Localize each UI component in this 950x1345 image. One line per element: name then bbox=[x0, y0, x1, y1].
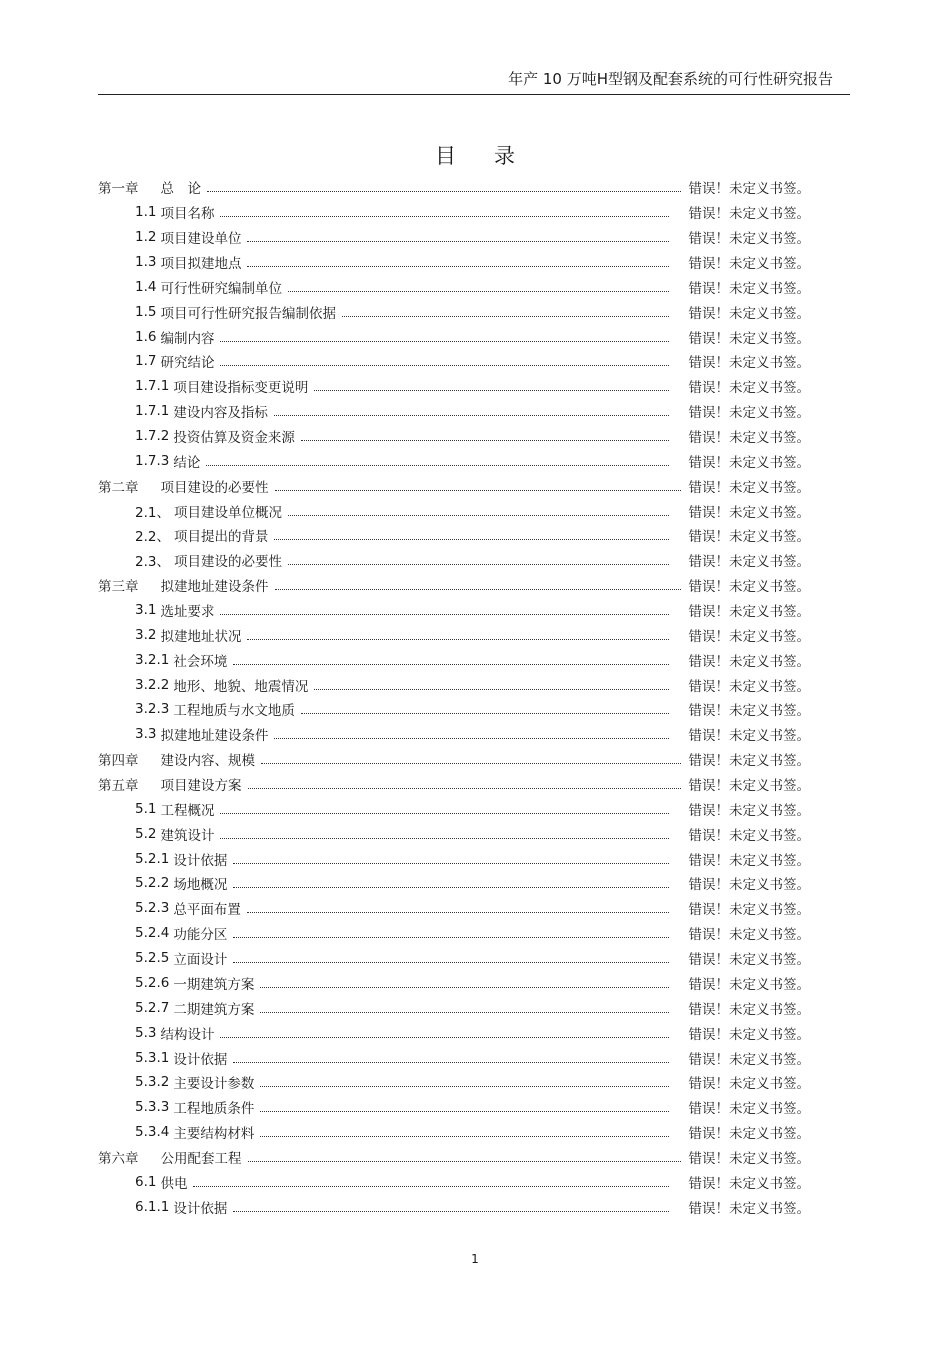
toc-section-entry[interactable] bbox=[98, 399, 810, 424]
toc-dot-leader bbox=[193, 1185, 668, 1187]
toc-entry-page-ref: 错误！未定义书签。 bbox=[688, 1051, 810, 1068]
toc-entry-page-ref: 错误！未定义书签。 bbox=[688, 579, 810, 596]
toc-entry-page-ref: 错误！未定义书签。 bbox=[688, 852, 810, 869]
toc-entry-number: 1.7.1 bbox=[135, 403, 170, 420]
page-number: 1 bbox=[471, 1252, 479, 1266]
toc-dot-leader bbox=[220, 1036, 668, 1038]
toc-section-entry[interactable] bbox=[98, 1169, 810, 1194]
toc-entry-label: 总 论 bbox=[160, 181, 201, 198]
toc-section-entry[interactable] bbox=[98, 796, 810, 821]
toc-section-entry[interactable] bbox=[98, 946, 810, 971]
toc-entry-number: 6.1 bbox=[135, 1173, 157, 1190]
toc-entry-label: 一期建筑方案 bbox=[173, 976, 255, 993]
toc-entry-page-ref: 错误！未定义书签。 bbox=[688, 1101, 810, 1118]
toc-entry-label: 立面设计 bbox=[173, 952, 228, 969]
toc-entry-label: 拟建地址建设条件 bbox=[160, 728, 269, 745]
toc-dot-leader bbox=[260, 1110, 668, 1112]
toc-section-entry[interactable] bbox=[98, 821, 810, 846]
toc-entry-number: 3.1 bbox=[135, 602, 157, 619]
toc-entry-label: 功能分区 bbox=[173, 927, 228, 944]
toc-dot-leader bbox=[260, 1011, 668, 1013]
toc-section-entry[interactable] bbox=[98, 622, 810, 647]
toc-dot-leader bbox=[220, 613, 668, 615]
toc-section-entry[interactable] bbox=[98, 349, 810, 374]
toc-entry-page-ref: 错误！未定义书签。 bbox=[688, 504, 810, 521]
toc-entry-page-ref: 错误！未定义书签。 bbox=[688, 952, 810, 969]
toc-dot-leader bbox=[233, 936, 668, 938]
toc-entry-label: 社会环境 bbox=[173, 653, 228, 670]
toc-section-entry[interactable] bbox=[98, 871, 810, 896]
toc-entry-page-ref: 错误！未定义书签。 bbox=[688, 430, 810, 447]
toc-entry-label: 建设内容、规模 bbox=[160, 753, 255, 770]
toc-entry-number: 5.2.3 bbox=[135, 900, 170, 917]
toc-entry-label: 工程地质条件 bbox=[173, 1101, 255, 1118]
toc-entry-number: 3.2 bbox=[135, 626, 157, 643]
toc-entry-number: 2.1、 bbox=[135, 504, 170, 521]
toc-chapter-entry[interactable] bbox=[98, 473, 810, 498]
toc-dot-leader bbox=[314, 688, 668, 690]
toc-entry-number: 1.4 bbox=[135, 278, 157, 295]
toc-dot-leader bbox=[247, 240, 668, 242]
toc-dot-leader bbox=[275, 588, 681, 590]
toc-entry-number: 第五章 bbox=[98, 778, 139, 795]
toc-section-entry[interactable] bbox=[98, 1095, 810, 1120]
toc-entry-page-ref: 错误！未定义书签。 bbox=[688, 231, 810, 248]
toc-entry-label: 供电 bbox=[160, 1175, 188, 1192]
toc-entry-number: 第六章 bbox=[98, 1150, 139, 1167]
toc-entry-label: 工程地质与水文地质 bbox=[173, 703, 295, 720]
toc-dot-leader bbox=[233, 1061, 668, 1063]
toc-entry-label: 项目提出的背景 bbox=[173, 529, 269, 546]
toc-entry-number: 5.2.6 bbox=[135, 974, 170, 991]
toc-chapter-entry[interactable] bbox=[98, 772, 810, 797]
toc-entry-number: 3.2.1 bbox=[135, 651, 170, 668]
toc-section-entry[interactable] bbox=[98, 722, 810, 747]
toc-section-entry[interactable] bbox=[98, 274, 810, 299]
toc-entry-number: 5.2.7 bbox=[135, 999, 170, 1016]
toc-section-entry[interactable] bbox=[98, 250, 810, 275]
toc-entry-label: 拟建地址状况 bbox=[160, 628, 242, 645]
toc-chapter-entry[interactable] bbox=[98, 573, 810, 598]
toc-section-entry[interactable] bbox=[98, 697, 810, 722]
toc-section-entry[interactable] bbox=[98, 374, 810, 399]
toc-entry-label: 工程概况 bbox=[160, 802, 215, 819]
toc-entry-number: 5.2.4 bbox=[135, 925, 170, 942]
toc-entry-label: 项目名称 bbox=[160, 206, 215, 223]
toc-entry-number: 5.3.1 bbox=[135, 1049, 170, 1066]
toc-entry-number: 5.2 bbox=[135, 825, 157, 842]
toc-section-entry[interactable] bbox=[98, 921, 810, 946]
toc-entry-page-ref: 错误！未定义书签。 bbox=[688, 554, 810, 571]
toc-entry-page-ref: 错误！未定义书签。 bbox=[688, 1175, 810, 1192]
toc-entry-page-ref: 错误！未定义书签。 bbox=[688, 827, 810, 844]
toc-section-entry[interactable] bbox=[98, 896, 810, 921]
toc-entry-number: 2.2、 bbox=[135, 529, 170, 546]
toc-section-entry[interactable] bbox=[98, 498, 810, 523]
toc-entry-number: 1.6 bbox=[135, 328, 157, 345]
toc-entry-label: 设计依据 bbox=[173, 1200, 228, 1217]
toc-entry-number: 3.3 bbox=[135, 726, 157, 743]
toc-entry-label: 项目建设的必要性 bbox=[173, 554, 282, 571]
toc-entry-page-ref: 错误！未定义书签。 bbox=[688, 355, 810, 372]
toc-entry-page-ref: 错误！未定义书签。 bbox=[688, 330, 810, 347]
table-of-contents bbox=[98, 175, 810, 1219]
toc-entry-page-ref: 错误！未定义书签。 bbox=[688, 405, 810, 422]
toc-section-entry[interactable] bbox=[98, 647, 810, 672]
toc-entry-label: 设计依据 bbox=[173, 852, 228, 869]
toc-section-entry[interactable] bbox=[98, 448, 810, 473]
toc-entry-page-ref: 错误！未定义书签。 bbox=[688, 802, 810, 819]
toc-entry-page-ref: 错误！未定义书签。 bbox=[688, 1001, 810, 1018]
toc-entry-label: 公用配套工程 bbox=[160, 1150, 242, 1167]
toc-entry-number: 3.2.2 bbox=[135, 676, 170, 693]
toc-entry-number: 第二章 bbox=[98, 479, 139, 496]
toc-entry-page-ref: 错误！未定义书签。 bbox=[688, 479, 810, 496]
toc-chapter-entry[interactable] bbox=[98, 1145, 810, 1170]
toc-entry-page-ref: 错误！未定义书签。 bbox=[688, 976, 810, 993]
toc-entry-page-ref: 错误！未定义书签。 bbox=[688, 927, 810, 944]
toc-title: 目录 bbox=[435, 144, 553, 168]
toc-entry-label: 二期建筑方案 bbox=[173, 1001, 255, 1018]
toc-section-entry[interactable] bbox=[98, 548, 810, 573]
toc-dot-leader bbox=[260, 1135, 668, 1137]
toc-entry-page-ref: 错误！未定义书签。 bbox=[688, 529, 810, 546]
toc-entry-number: 5.3.2 bbox=[135, 1074, 170, 1091]
toc-dot-leader bbox=[288, 514, 669, 516]
toc-section-entry[interactable] bbox=[98, 1070, 810, 1095]
toc-dot-leader bbox=[220, 837, 668, 839]
toc-entry-page-ref: 错误！未定义书签。 bbox=[688, 181, 810, 198]
toc-dot-leader bbox=[233, 1210, 668, 1212]
toc-entry-number: 2.3、 bbox=[135, 554, 170, 571]
header-rule bbox=[98, 94, 850, 95]
toc-dot-leader bbox=[233, 961, 668, 963]
toc-section-entry[interactable] bbox=[98, 1020, 810, 1045]
toc-entry-number: 1.3 bbox=[135, 254, 157, 270]
toc-dot-leader bbox=[233, 886, 668, 888]
toc-entry-label: 结构设计 bbox=[160, 1026, 215, 1043]
toc-dot-leader bbox=[248, 1160, 681, 1162]
toc-dot-leader bbox=[233, 862, 668, 864]
toc-entry-label: 编制内容 bbox=[160, 330, 215, 347]
toc-entry-page-ref: 错误！未定义书签。 bbox=[688, 628, 810, 645]
toc-dot-leader bbox=[220, 364, 668, 366]
toc-dot-leader bbox=[275, 489, 681, 491]
toc-entry-page-ref: 错误！未定义书签。 bbox=[688, 305, 810, 322]
running-header-title: 年产 10 万吨H型钢及配套系统的可行性研究报告 bbox=[508, 70, 833, 88]
toc-chapter-entry[interactable] bbox=[98, 747, 810, 772]
toc-entry-number: 1.7.2 bbox=[135, 428, 170, 445]
toc-entry-label: 项目拟建地点 bbox=[160, 256, 242, 272]
toc-dot-leader bbox=[274, 538, 668, 540]
toc-entry-number: 第四章 bbox=[98, 753, 139, 770]
toc-entry-page-ref: 错误！未定义书签。 bbox=[688, 256, 810, 272]
toc-section-entry[interactable] bbox=[98, 846, 810, 871]
toc-dot-leader bbox=[206, 464, 668, 466]
toc-entry-page-ref: 错误！未定义书签。 bbox=[688, 1200, 810, 1217]
toc-dot-leader bbox=[260, 1085, 668, 1087]
toc-entry-label: 拟建地址建设条件 bbox=[160, 579, 269, 596]
toc-entry-label: 项目建设单位 bbox=[160, 231, 242, 248]
toc-dot-leader bbox=[288, 563, 669, 565]
toc-entry-label: 选址要求 bbox=[160, 604, 215, 621]
toc-section-entry[interactable] bbox=[98, 971, 810, 996]
toc-entry-label: 项目建设方案 bbox=[160, 778, 242, 795]
toc-entry-label: 项目建设单位概况 bbox=[173, 504, 282, 521]
toc-section-entry[interactable] bbox=[98, 995, 810, 1020]
toc-entry-page-ref: 错误！未定义书签。 bbox=[688, 380, 810, 397]
toc-entry-label: 项目建设的必要性 bbox=[160, 479, 269, 496]
toc-dot-leader bbox=[288, 290, 669, 292]
toc-dot-leader bbox=[274, 737, 668, 739]
toc-entry-label: 可行性研究编制单位 bbox=[160, 280, 282, 297]
toc-entry-number: 1.7.1 bbox=[135, 378, 170, 395]
toc-entry-number: 1.2 bbox=[135, 229, 157, 246]
toc-entry-label: 主要设计参数 bbox=[173, 1076, 255, 1093]
toc-entry-number: 第一章 bbox=[98, 181, 139, 198]
toc-entry-label: 总平面布置 bbox=[173, 902, 241, 919]
toc-entry-page-ref: 错误！未定义书签。 bbox=[688, 1026, 810, 1043]
toc-entry-page-ref: 错误！未定义书签。 bbox=[688, 1150, 810, 1167]
toc-dot-leader bbox=[342, 315, 669, 317]
toc-entry-label: 场地概况 bbox=[173, 877, 228, 894]
toc-dot-leader bbox=[233, 663, 668, 665]
toc-dot-leader bbox=[261, 762, 681, 764]
toc-entry-page-ref: 错误！未定义书签。 bbox=[688, 703, 810, 720]
toc-dot-leader bbox=[260, 986, 668, 988]
toc-dot-leader bbox=[247, 265, 668, 267]
toc-dot-leader bbox=[248, 787, 681, 789]
toc-entry-label: 研究结论 bbox=[160, 355, 215, 372]
toc-entry-number: 5.3 bbox=[135, 1024, 157, 1041]
toc-entry-number: 1.7 bbox=[135, 353, 157, 370]
toc-entry-label: 主要结构材料 bbox=[173, 1126, 255, 1143]
toc-section-entry[interactable] bbox=[98, 225, 810, 250]
toc-dot-leader bbox=[207, 190, 681, 192]
toc-entry-label: 项目可行性研究报告编制依据 bbox=[160, 305, 336, 322]
toc-dot-leader bbox=[247, 638, 668, 640]
toc-entry-number: 1.7.3 bbox=[135, 452, 170, 469]
toc-entry-page-ref: 错误！未定义书签。 bbox=[688, 678, 810, 695]
toc-section-entry[interactable] bbox=[98, 672, 810, 697]
toc-section-entry[interactable] bbox=[98, 324, 810, 349]
toc-dot-leader bbox=[301, 439, 669, 441]
toc-entry-page-ref: 错误！未定义书签。 bbox=[688, 653, 810, 670]
toc-dot-leader bbox=[301, 712, 669, 714]
toc-entry-page-ref: 错误！未定义书签。 bbox=[688, 1076, 810, 1093]
toc-entry-number: 3.2.3 bbox=[135, 701, 170, 718]
toc-entry-label: 建筑设计 bbox=[160, 827, 215, 844]
toc-section-entry[interactable] bbox=[98, 523, 810, 548]
toc-entry-page-ref: 错误！未定义书签。 bbox=[688, 454, 810, 471]
toc-entry-page-ref: 错误！未定义书签。 bbox=[688, 877, 810, 894]
toc-chapter-entry[interactable] bbox=[98, 175, 810, 200]
toc-entry-page-ref: 错误！未定义书签。 bbox=[688, 778, 810, 795]
toc-dot-leader bbox=[314, 389, 668, 391]
toc-entry-number: 5.2.5 bbox=[135, 950, 170, 967]
toc-entry-page-ref: 错误！未定义书签。 bbox=[688, 728, 810, 745]
toc-entry-page-ref: 错误！未定义书签。 bbox=[688, 206, 810, 223]
toc-entry-page-ref: 错误！未定义书签。 bbox=[688, 753, 810, 770]
toc-entry-number: 第三章 bbox=[98, 579, 139, 596]
toc-section-entry[interactable] bbox=[98, 1120, 810, 1145]
toc-entry-number: 1.5 bbox=[135, 303, 157, 320]
toc-entry-page-ref: 错误！未定义书签。 bbox=[688, 280, 810, 297]
toc-section-entry[interactable] bbox=[98, 1194, 810, 1219]
toc-dot-leader bbox=[274, 414, 669, 416]
toc-entry-label: 设计依据 bbox=[173, 1051, 228, 1068]
toc-section-entry[interactable] bbox=[98, 299, 810, 324]
toc-entry-page-ref: 错误！未定义书签。 bbox=[688, 604, 810, 621]
toc-entry-label: 项目建设指标变更说明 bbox=[173, 380, 309, 397]
toc-entry-label: 投资估算及资金来源 bbox=[173, 430, 295, 447]
toc-dot-leader bbox=[247, 911, 669, 913]
toc-entry-number: 5.2.1 bbox=[135, 850, 170, 867]
toc-section-entry[interactable] bbox=[98, 1045, 810, 1070]
toc-section-entry[interactable] bbox=[98, 424, 810, 449]
toc-entry-label: 建设内容及指标 bbox=[173, 405, 268, 422]
toc-section-entry[interactable] bbox=[98, 200, 810, 225]
toc-entry-number: 6.1.1 bbox=[135, 1198, 170, 1215]
toc-entry-number: 1.1 bbox=[135, 204, 157, 221]
toc-entry-number: 5.3.4 bbox=[135, 1124, 170, 1141]
toc-entry-number: 5.2.2 bbox=[135, 875, 170, 892]
toc-entry-number: 5.3.3 bbox=[135, 1099, 170, 1116]
toc-entry-page-ref: 错误！未定义书签。 bbox=[688, 1126, 810, 1143]
toc-dot-leader bbox=[220, 812, 668, 814]
toc-section-entry[interactable] bbox=[98, 598, 810, 623]
toc-entry-number: 5.1 bbox=[135, 800, 157, 817]
toc-dot-leader bbox=[220, 215, 668, 217]
toc-entry-page-ref: 错误！未定义书签。 bbox=[688, 902, 810, 919]
toc-entry-label: 结论 bbox=[173, 454, 201, 471]
toc-dot-leader bbox=[220, 340, 668, 342]
toc-entry-label: 地形、地貌、地震情况 bbox=[173, 678, 309, 695]
